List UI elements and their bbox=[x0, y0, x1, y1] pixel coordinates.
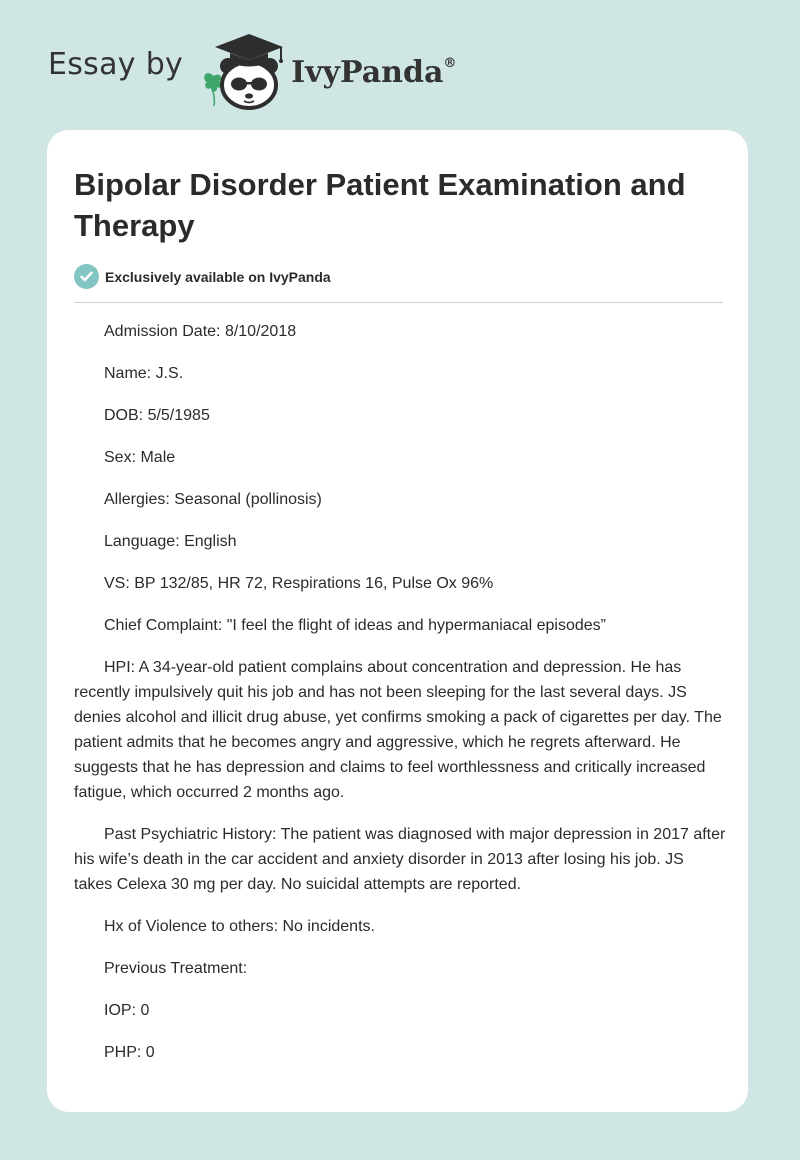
registered-mark: ® bbox=[443, 55, 457, 71]
paragraph-violence-history: Hx of Violence to others: No incidents. bbox=[104, 918, 375, 935]
essay-body bbox=[74, 319, 726, 1082]
site-header bbox=[48, 30, 456, 110]
essay-card bbox=[47, 130, 748, 1112]
check-icon bbox=[74, 264, 99, 289]
paragraph-chief-complaint: Chief Complaint: "I feel the flight of ideas and hypermaniacal episodes” bbox=[104, 617, 606, 634]
paragraph-name: Name: J.S. bbox=[104, 365, 184, 382]
brand-name[interactable] bbox=[291, 55, 456, 90]
paragraph-admission-date: Admission Date: 8/10/2018 bbox=[104, 323, 297, 340]
paragraph-psychiatric-history: Past Psychiatric History: The patient was diagnosed with major depression in 2017 after his wife’s death in the car accident and anxiety disorder in 2013 after losing his job. JS takes Celexa 30 mg per day. No suicidal attempts are reported. bbox=[74, 826, 726, 893]
exclusive-badge bbox=[74, 264, 331, 289]
paragraph-vital-signs: VS: BP 132/85, HR 72, Respirations 16, Pulse Ox 96% bbox=[104, 575, 494, 592]
panda-logo-icon[interactable] bbox=[197, 30, 289, 110]
page-title: Bipolar Disorder Patient Examination and Therapy bbox=[74, 167, 686, 243]
divider bbox=[74, 302, 723, 303]
paragraph-previous-treatment: Previous Treatment: bbox=[104, 960, 248, 977]
paragraph-dob: DOB: 5/5/1985 bbox=[104, 407, 210, 424]
essay-by-label: Essay by bbox=[48, 46, 184, 82]
paragraph-hpi: HPI: A 34-year-old patient complains about concentration and depression. He has recently impulsively quit his job and has not been sleeping for the last several days. JS denies alcohol and illicit drug abuse, yet confirms smoking a pack of cigarettes per day. The patient admits that he becomes angry and aggressive, which he regrets afterward. He suggests that he has depression and claims to feel worthlessness and critically increased fatigue, which occurred 2 months ago. bbox=[74, 659, 722, 801]
brand-name-text: IvyPanda bbox=[291, 54, 444, 90]
paragraph-allergies: Allergies: Seasonal (pollinosis) bbox=[104, 491, 322, 508]
paragraph-sex: Sex: Male bbox=[104, 449, 176, 466]
paragraph-php: PHP: 0 bbox=[104, 1044, 155, 1061]
exclusive-label: Exclusively available on IvyPanda bbox=[105, 268, 331, 285]
paragraph-language: Language: English bbox=[104, 533, 237, 550]
ivy-leaf-icon bbox=[204, 73, 221, 106]
paragraph-iop: IOP: 0 bbox=[104, 1002, 150, 1019]
